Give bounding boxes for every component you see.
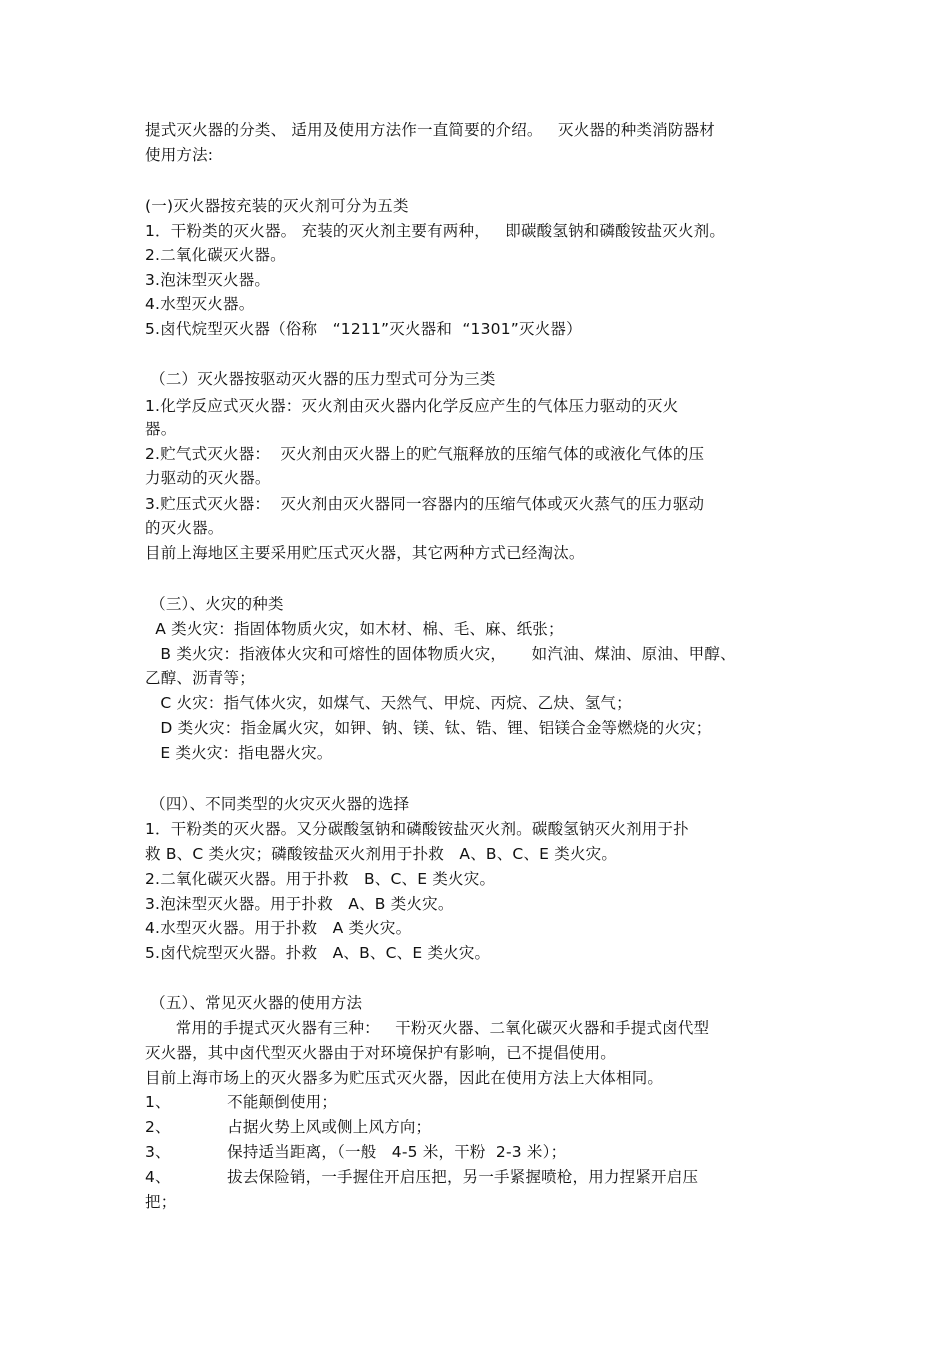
- text-line: E 类火灾：指电器火灾。: [145, 744, 333, 762]
- text-line: 3.泡沫型灭火器。用于扑救 A、B 类火灾。: [145, 895, 454, 913]
- text-line: 的灭火器。: [145, 519, 224, 537]
- text-line: 5.卤代烷型灭火器（俗称 “1211”灭火器和 “1301”灭火器）: [145, 320, 582, 338]
- text-line: 2.贮气式灭火器： 灭火剂由灭火器上的贮气瓶释放的压缩气体的或液化气体的压: [145, 445, 705, 463]
- text-line: 3.泡沫型灭火器。: [145, 271, 271, 289]
- list-item: 4、 拔去保险销，一手握住开启压把，另一手紧握喷枪，用力捏紧开启压: [145, 1168, 699, 1186]
- text-line: 目前上海市场上的灭火器多为贮压式灭火器，因此在使用方法上大体相同。: [145, 1069, 664, 1087]
- list-item: 3、 保持适当距离，（一般 4-5 米，干粉 2-3 米）；: [145, 1143, 567, 1161]
- text-line: 使用方法:: [145, 146, 214, 164]
- text-line: 2.二氧化碳灭火器。: [145, 246, 286, 264]
- section-heading: （四）、不同类型的火灾灭火器的选择: [145, 795, 410, 813]
- text-line: 5.卤代烷型灭火器。扑救 A、B、C、E 类火灾。: [145, 944, 491, 962]
- text-line: C 火灾：指气体火灾，如煤气、天然气、甲烷、丙烷、乙炔、氢气；: [145, 694, 632, 712]
- text-line: 3.贮压式灭火器： 灭火剂由灭火器同一容器内的压缩气体或灭火蒸气的压力驱动: [145, 495, 705, 513]
- text-line: 2.二氧化碳灭火器。用于扑救 B、C、E 类火灾。: [145, 870, 496, 888]
- text-line: 把；: [145, 1193, 177, 1211]
- text-line: 4.水型灭火器。: [145, 295, 255, 313]
- section-heading: (一)灭火器按充装的灭火剂可分为五类: [145, 197, 409, 215]
- text-line: 救 B、C 类火灾；磷酸铵盐灭火剂用于扑救 A、B、C、E 类火灾。: [145, 845, 618, 863]
- text-line: 灭火器，其中卤代型灭火器由于对环境保护有影响，已不提倡使用。: [145, 1044, 617, 1062]
- text-line: 提式灭火器的分类、 适用及使用方法作一直简要的介绍。 灭火器的种类消防器材: [145, 121, 716, 139]
- text-line: 乙醇、沥青等；: [145, 669, 255, 687]
- section-heading: （三）、火灾的种类: [145, 595, 284, 613]
- section-heading: （五）、常见灭火器的使用方法: [145, 994, 363, 1012]
- text-line: 1.化学反应式灭火器：灭火剂由灭火器内化学反应产生的气体压力驱动的灭火: [145, 397, 679, 415]
- text-line: 力驱动的灭火器。: [145, 469, 271, 487]
- text-line: B 类火灾：指液体火灾和可熔性的固体物质火灾， 如汽油、煤油、原油、甲醇、: [145, 645, 736, 663]
- text-line: 常用的手提式灭火器有三种： 干粉灭火器、二氧化碳灭火器和手提式卤代型: [145, 1019, 710, 1037]
- list-item: 1、 不能颠倒使用；: [145, 1093, 338, 1111]
- text-line: 目前上海地区主要采用贮压式灭火器，其它两种方式已经淘汰。: [145, 544, 585, 562]
- text-line: 1．干粉类的灭火器。 充装的灭火剂主要有两种， 即碳酸氢钠和磷酸铵盐灭火剂。: [145, 222, 726, 240]
- text-line: 1．干粉类的灭火器。又分碳酸氢钠和磷酸铵盐灭火剂。碳酸氢钠灭火剂用于扑: [145, 820, 689, 838]
- text-line: 4.水型灭火器。用于扑救 A 类火灾。: [145, 919, 412, 937]
- text-line: 器。: [145, 420, 177, 438]
- list-item: 2、 占据火势上风或侧上风方向；: [145, 1118, 432, 1136]
- section-heading: （二）灭火器按驱动灭火器的压力型式可分为三类: [145, 370, 496, 388]
- text-line: A 类火灾：指固体物质火灾，如木材、棉、毛、麻、纸张；: [145, 620, 564, 638]
- text-line: D 类火灾：指金属火灾，如钾、钠、镁、钛、锆、锂、铝镁合金等燃烧的火灾；: [145, 719, 712, 737]
